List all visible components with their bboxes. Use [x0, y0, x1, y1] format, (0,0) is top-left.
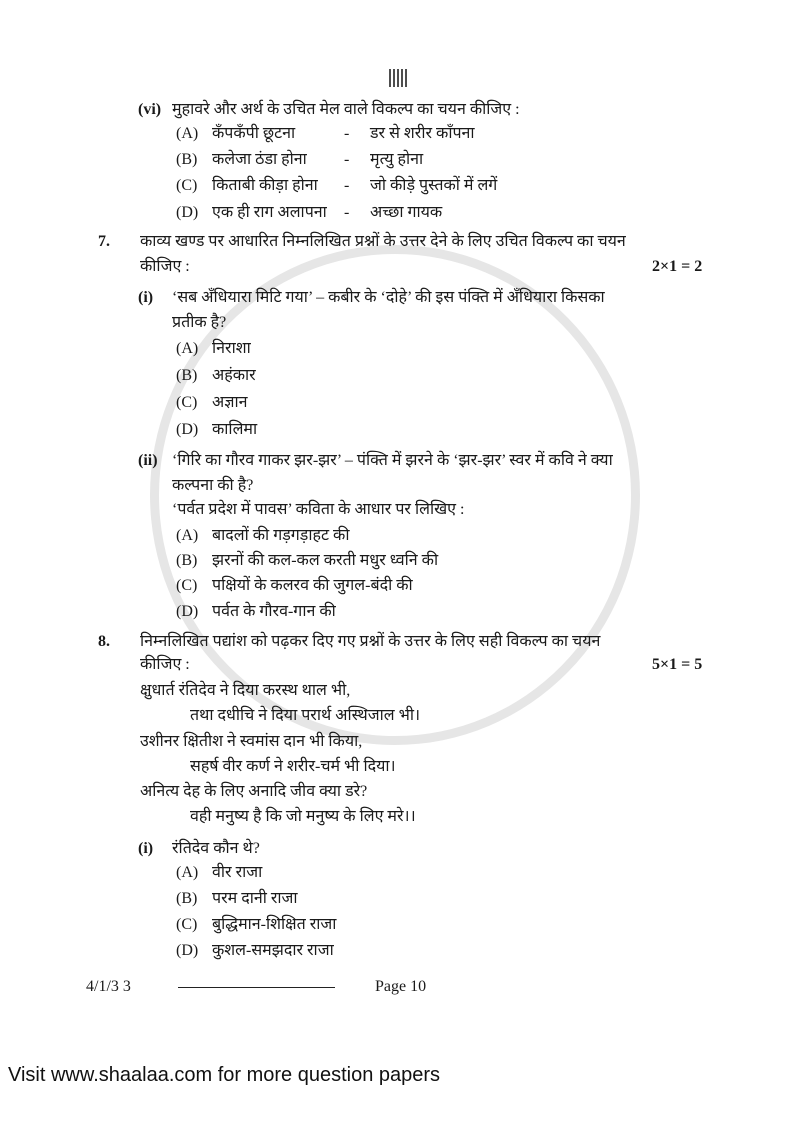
option-text: निराशा	[212, 340, 251, 357]
idiom-option	[176, 149, 423, 171]
footer-divider	[178, 987, 335, 988]
option-label: (A)	[176, 864, 199, 881]
question-text: निम्नलिखित पद्यांश को पढ़कर दिए गए प्रश्नों के उत्तर के लिए सही विकल्प का चयन	[140, 633, 601, 650]
paper-code: 4/1/3 3	[86, 978, 131, 995]
question-number: 8.	[98, 633, 110, 650]
option-label: (D)	[176, 942, 199, 959]
question-text: रंतिदेव कौन थे?	[172, 840, 260, 857]
option-text: बुद्धिमान-शिक्षित राजा	[212, 916, 337, 933]
idiom-option	[176, 202, 442, 224]
poem-line: क्षुधार्त रंतिदेव ने दिया करस्थ थाल भी,	[140, 682, 351, 699]
option-text: झरनों की कल-कल करती मधुर ध्वनि की	[212, 552, 439, 569]
question-text: काव्य खण्ड पर आधारित निम्नलिखित प्रश्नों के उत्तर देने के लिए उचित विकल्प का चयन	[140, 233, 626, 250]
question-text: ‘सब अँधियारा मिटि गया’ – कबीर के ‘दोहे’ की इस पंक्ति में अँधियारा किसका	[172, 289, 605, 306]
dash: -	[344, 151, 350, 168]
option-text: अज्ञान	[212, 394, 248, 411]
question-text: मुहावरे और अर्थ के उचित मेल वाले विकल्प का चयन कीजिए :	[172, 101, 520, 118]
option-meaning: अच्छा गायक	[370, 204, 443, 221]
option-text: कालिमा	[212, 421, 258, 438]
option-label: (B)	[176, 367, 198, 384]
option-label: (A)	[176, 125, 199, 142]
option-text: पक्षियों के कलरव की जुगल-बंदी की	[212, 577, 413, 594]
option-idiom: एक ही राग अलापना	[212, 204, 327, 221]
option-text: पर्वत के गौरव-गान की	[212, 603, 336, 620]
option-idiom: कँपकँपी छूटना	[212, 125, 296, 142]
option-label: (D)	[176, 603, 199, 620]
option-label: (D)	[176, 204, 199, 221]
marks: 5×1 = 5	[652, 656, 703, 673]
question-number: (vi)	[138, 101, 162, 118]
option-text: परम दानी राजा	[212, 890, 298, 907]
option-meaning: डर से शरीर काँपना	[370, 125, 475, 142]
idiom-option	[176, 175, 497, 197]
question-text: कीजिए :	[140, 258, 190, 275]
option-meaning: जो कीड़े पुस्तकों में लगें	[370, 177, 498, 194]
poem-line: उशीनर क्षितीश ने स्वमांस दान भी किया,	[140, 733, 363, 750]
option-label: (C)	[176, 916, 198, 933]
option-label: (B)	[176, 890, 198, 907]
poem-line: वही मनुष्य है कि जो मनुष्य के लिए मरे।।	[190, 808, 416, 825]
qr-code-icon	[389, 69, 407, 87]
dash: -	[344, 204, 350, 221]
option-label: (A)	[176, 340, 199, 357]
option-text: वीर राजा	[212, 864, 263, 881]
option-text: कुशल-समझदार राजा	[212, 942, 334, 959]
poem-line: सहर्ष वीर कर्ण ने शरीर-चर्म भी दिया।	[190, 758, 396, 775]
option-label: (D)	[176, 421, 199, 438]
subquestion-number: (ii)	[138, 452, 158, 469]
dash: -	[344, 125, 350, 142]
option-label: (B)	[176, 151, 198, 168]
question-text: कीजिए :	[140, 656, 190, 673]
option-meaning: मृत्यु होना	[370, 151, 424, 168]
subquestion-number: (i)	[138, 840, 154, 857]
option-text: बादलों की गड़गड़ाहट की	[212, 527, 350, 544]
page-number: Page 10	[375, 978, 427, 995]
idiom-option	[176, 123, 475, 145]
option-label: (C)	[176, 394, 198, 411]
promo-banner[interactable]: Visit www.shaalaa.com for more question papers	[8, 1064, 441, 1086]
question-text: ‘पर्वत प्रदेश में पावस’ कविता के आधार पर लिखिए :	[172, 501, 465, 518]
question-number: 7.	[98, 233, 110, 250]
option-idiom: किताबी कीड़ा होना	[212, 177, 318, 194]
option-label: (B)	[176, 552, 198, 569]
poem-line: अनित्य देह के लिए अनादि जीव क्या डरे?	[140, 783, 368, 800]
subquestion-number: (i)	[138, 289, 154, 306]
dash: -	[344, 177, 350, 194]
option-label: (A)	[176, 527, 199, 544]
option-text: अहंकार	[212, 367, 256, 384]
poem-line: तथा दधीचि ने दिया परार्थ अस्थिजाल भी।	[190, 707, 421, 724]
question-text: ‘गिरि का गौरव गाकर झर-झर’ – पंक्ति में झरने के ‘झर-झर’ स्वर में कवि ने क्या	[172, 452, 613, 469]
question-text: कल्पना की है?	[172, 477, 254, 494]
marks: 2×1 = 2	[652, 258, 703, 275]
option-label: (C)	[176, 577, 198, 594]
option-idiom: कलेजा ठंडा होना	[212, 151, 307, 168]
question-text: प्रतीक है?	[172, 314, 227, 331]
option-label: (C)	[176, 177, 198, 194]
